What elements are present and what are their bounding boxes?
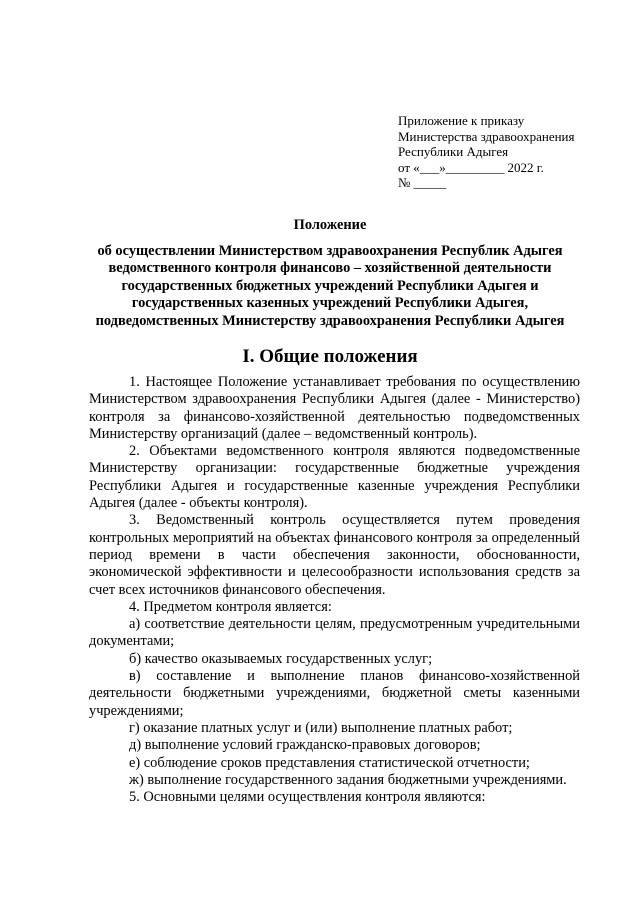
- document-title: [80, 217, 580, 331]
- appendix-line: Республики Адыгея: [398, 144, 509, 159]
- list-item-d: д) выполнение условий гражданско-правовых договоров;: [129, 737, 481, 754]
- list-item-e: е) соблюдение сроков представления статистической отчетности;: [129, 754, 530, 771]
- list-item-b: б) качество оказываемых государственных услуг;: [129, 650, 433, 667]
- paragraph-2: 2. Объектами ведомственного контроля являются подведомственные Министерству организации: государственные бюджетные учреждения Республики Адыгея и государственные казенные учреждения Республики Адыгея (далее - объекты контроля).: [89, 443, 580, 512]
- appendix-number-line: № _____: [398, 175, 447, 190]
- list-item-a: а) соответствие деятельности целям, предусмотренным учредительными документами;: [89, 616, 580, 650]
- appendix-line: Министерства здравоохранения: [398, 128, 575, 144]
- title-subtitle: об осуществлении Министерством здравоохранения Республик Адыгея ведомственного контроля финансово – хозяйственной деятельности государственных бюджетных учреждений Республики Адыгея и государственных казенных учреждений Республики Адыгея, подведомственных Министерству здравоохранения Республики Адыгея: [95, 242, 565, 329]
- paragraph-5: 5. Основными целями осуществления контроля являются:: [129, 789, 486, 806]
- title-heading: Положение: [293, 217, 367, 233]
- list-item-g: г) оказание платных услуг и (или) выполнение платных работ;: [129, 719, 513, 736]
- paragraph-1: 1. Настоящее Положение устанавливает требования по осуществлению Министерством здравоохранения Республики Адыгея (далее - Министерство) контроля за финансово-хозяйственной деятельностью подведомственных Министерству организаций (далее – ведомственный контроль).: [89, 374, 580, 442]
- list-item-zh: ж) выполнение государственного задания бюджетными учреждениями.: [129, 771, 567, 788]
- appendix-note: [398, 113, 575, 191]
- document-body: [89, 374, 580, 806]
- appendix-line: Приложение к приказу: [398, 113, 525, 128]
- paragraph-3: 3. Ведомственный контроль осуществляется путем проведения контрольных мероприятий на объектах финансового контроля за определенный период времени в части обеспечения законности, обоснованности, экономической эффективности и целесообразности использования средств за счет всех источников финансового обеспечения.: [89, 512, 580, 598]
- paragraph-4: 4. Предметом контроля является:: [129, 598, 332, 615]
- appendix-date-line: от «___»_________ 2022 г.: [398, 159, 544, 175]
- list-item-v: в) составление и выполнение планов финансово-хозяйственной деятельности бюджетными учреждениями, бюджетной сметы казенными учреждениями;: [89, 668, 580, 719]
- section-heading: I. Общие положения: [242, 346, 418, 367]
